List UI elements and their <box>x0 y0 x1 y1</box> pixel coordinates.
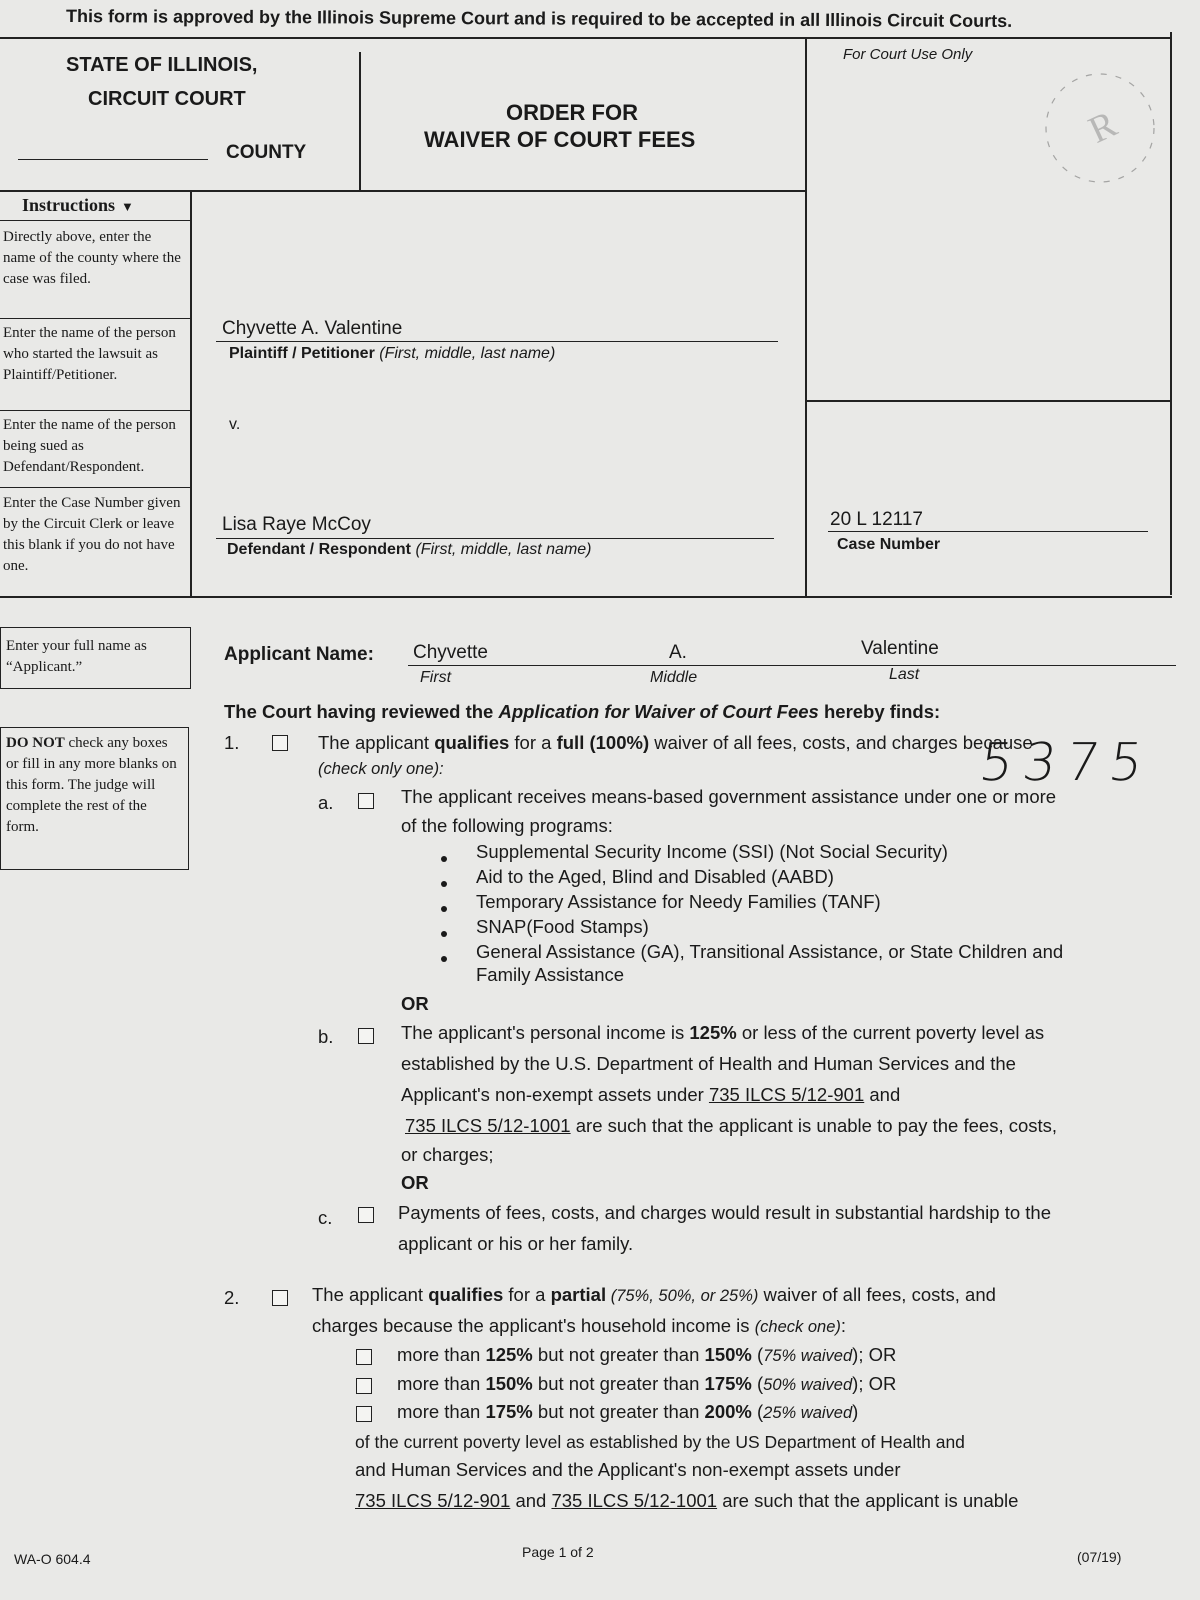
instruction-do-not: DO NOT check any boxes or fill in any more blanks on this form. The judge will complete the rest of the form. <box>6 735 177 835</box>
state-label: STATE OF ILLINOIS, <box>66 54 258 76</box>
court-seal-stamp <box>1030 70 1170 200</box>
program-item: General Assistance (GA), Transitional Assistance, or State Children and <box>476 941 1064 962</box>
applicant-middle: A. <box>669 642 687 663</box>
program-item: SNAP(Food Stamps) <box>476 916 649 937</box>
item-1-number: 1. <box>224 732 240 753</box>
partial-tail-line1: of the current poverty level as established by the US Department of Health and <box>355 1432 965 1452</box>
applicant-middle-label: Middle <box>650 669 698 686</box>
bullet-icon <box>441 856 447 862</box>
partial-75-checkbox[interactable] <box>356 1349 372 1365</box>
triangle-down-icon: ▼ <box>121 199 134 214</box>
instr-divider-1 <box>0 318 191 319</box>
form-box-bottom <box>0 596 1172 598</box>
program-item: Supplemental Security Income (SSI) (Not Social Security) <box>476 841 948 862</box>
applicant-first-label: First <box>420 669 452 686</box>
plaintiff-line <box>216 341 778 342</box>
partial-25-checkbox[interactable] <box>356 1406 372 1422</box>
defendant-line <box>216 538 774 539</box>
bullet-icon <box>441 931 447 937</box>
applicant-last-label: Last <box>889 666 920 683</box>
county-blank-line <box>18 159 208 160</box>
bullet-icon <box>441 881 447 887</box>
instr-divider-3 <box>0 487 191 488</box>
item-1c-line2: applicant or his or her family. <box>398 1233 634 1254</box>
item-1b-letter: b. <box>318 1026 334 1047</box>
partial-option-25: more than 175% but not greater than 200% (25% waived) <box>397 1401 859 1422</box>
handwritten-note: 5375 <box>975 733 1157 793</box>
header-divider-1 <box>359 52 361 192</box>
item-1b-line2: established by the U.S. Department of Health and Human Services and the <box>401 1053 1016 1074</box>
statute-link-12-1001[interactable]: 735 ILCS 5/12-1001 <box>405 1115 571 1136</box>
partial-waiver-checkbox[interactable] <box>272 1290 288 1306</box>
case-number-line <box>828 531 1148 532</box>
item-1a-line2: of the following programs: <box>401 815 613 836</box>
government-assistance-checkbox[interactable] <box>358 793 374 809</box>
instruction-county: Directly above, enter the name of the county where the case was filed. <box>3 229 181 287</box>
item-1a-letter: a. <box>318 792 334 813</box>
partial-waiver-line1: The applicant qualifies for a partial (75%, 50%, or 25%) waiver of all fees, costs, and <box>312 1284 996 1305</box>
instruction-case-number: Enter the Case Number given by the Circuit Clerk or leave this blank if you do not have one. <box>3 495 181 574</box>
page-number: Page 1 of 2 <box>522 1544 594 1560</box>
header-right-edge <box>1170 32 1172 595</box>
bullet-icon <box>441 906 447 912</box>
item-1a-line1: The applicant receives means-based government assistance under one or more <box>401 786 1057 807</box>
instructions-right-edge <box>190 190 192 597</box>
instruction-applicant: Enter your full name as “Applicant.” <box>6 638 147 675</box>
header-divider-2 <box>805 37 807 597</box>
county-label: COUNTY <box>226 142 307 163</box>
court-use-label: For Court Use Only <box>843 46 973 63</box>
item-1b-line5: or charges; <box>401 1144 494 1165</box>
instructions-heading: Instructions ▼ <box>22 195 134 215</box>
or-separator-1: OR <box>401 993 429 1014</box>
court-label: CIRCUIT COURT <box>88 88 246 110</box>
instr-divider-2 <box>0 410 191 411</box>
form-title-line1: ORDER FOR <box>506 100 638 125</box>
full-check-note: (check only one): <box>318 760 444 778</box>
bullet-icon <box>441 956 447 962</box>
instructions-heading-line <box>0 220 191 221</box>
applicant-last: Valentine <box>861 638 939 659</box>
income-125-checkbox[interactable] <box>358 1028 374 1044</box>
header-bottom-line <box>0 190 806 192</box>
plaintiff-label: Plaintiff / Petitioner (First, middle, last name) <box>229 345 556 362</box>
full-waiver-checkbox[interactable] <box>272 735 288 751</box>
form-id: WA-O 604.4 <box>14 1551 91 1567</box>
statute-link-12-901[interactable]: 735 ILCS 5/12-901 <box>708 1084 865 1105</box>
top-border-line <box>0 37 1172 39</box>
partial-option-75: more than 125% but not greater than 150% (75% waived); OR <box>397 1344 897 1365</box>
case-number-value: 20 L 12117 <box>830 509 923 530</box>
applicant-first: Chyvette <box>413 642 488 663</box>
hardship-checkbox[interactable] <box>358 1207 374 1223</box>
partial-tail-line2: and Human Services and the Applicant's non-exempt assets under <box>355 1459 901 1480</box>
item-1b-line1: The applicant's personal income is 125% or less of the current poverty level as <box>401 1022 1045 1043</box>
partial-waiver-line2: charges because the applicant's household income is (check one): <box>312 1315 847 1336</box>
program-item: Aid to the Aged, Blind and Disabled (AABD) <box>476 866 834 887</box>
partial-tail-line3: 735 ILCS 5/12-901 and 735 ILCS 5/12-1001 are such that the applicant is unable <box>355 1490 1019 1511</box>
form-title-line2: WAIVER OF COURT FEES <box>424 127 696 152</box>
program-item: Temporary Assistance for Needy Families (TANF) <box>476 891 881 912</box>
findings-intro: The Court having reviewed the Application for Waiver of Court Fees hereby finds: <box>224 701 941 722</box>
program-item-continued: Family Assistance <box>476 964 625 985</box>
statute-link-12-1001[interactable]: 735 ILCS 5/12-1001 <box>551 1490 718 1511</box>
svg-text:R: R <box>1082 102 1124 152</box>
partial-option-50: more than 150% but not greater than 175% (50% waived); OR <box>397 1373 897 1394</box>
case-number-label: Case Number <box>837 536 941 553</box>
item-1c-letter: c. <box>318 1207 333 1228</box>
approval-notice: This form is approved by the Illinois Supreme Court and is required to be accepted in all Illinois Circuit Courts. <box>65 6 1013 31</box>
partial-50-checkbox[interactable] <box>356 1378 372 1394</box>
applicant-label: Applicant Name: <box>224 644 374 665</box>
item-2-number: 2. <box>224 1287 240 1308</box>
item-1b-line3: Applicant's non-exempt assets under 735 ILCS 5/12-901 and <box>401 1084 901 1105</box>
defendant-name: Lisa Raye McCoy <box>222 514 371 535</box>
defendant-label: Defendant / Respondent (First, middle, last name) <box>227 541 592 558</box>
statute-link-12-901[interactable]: 735 ILCS 5/12-901 <box>355 1490 511 1511</box>
instruction-defendant: Enter the name of the person being sued as Defendant/Respondent. <box>3 417 176 475</box>
applicant-line <box>408 665 1176 666</box>
form-date: (07/19) <box>1077 1549 1122 1565</box>
full-waiver-text: The applicant qualifies for a full (100%) waiver of all fees, costs, and charges because <box>318 732 1033 753</box>
item-1c-line1: Payments of fees, costs, and charges would result in substantial hardship to the <box>398 1202 1052 1223</box>
item-1b-line4: 735 ILCS 5/12-1001 are such that the applicant is unable to pay the fees, costs, <box>405 1115 1058 1136</box>
versus-label: v. <box>229 416 241 433</box>
court-use-divider <box>805 400 1172 402</box>
instruction-plaintiff: Enter the name of the person who started the lawsuit as Plaintiff/Petitioner. <box>3 325 176 383</box>
or-separator-2: OR <box>401 1172 429 1193</box>
plaintiff-name: Chyvette A. Valentine <box>222 318 403 339</box>
